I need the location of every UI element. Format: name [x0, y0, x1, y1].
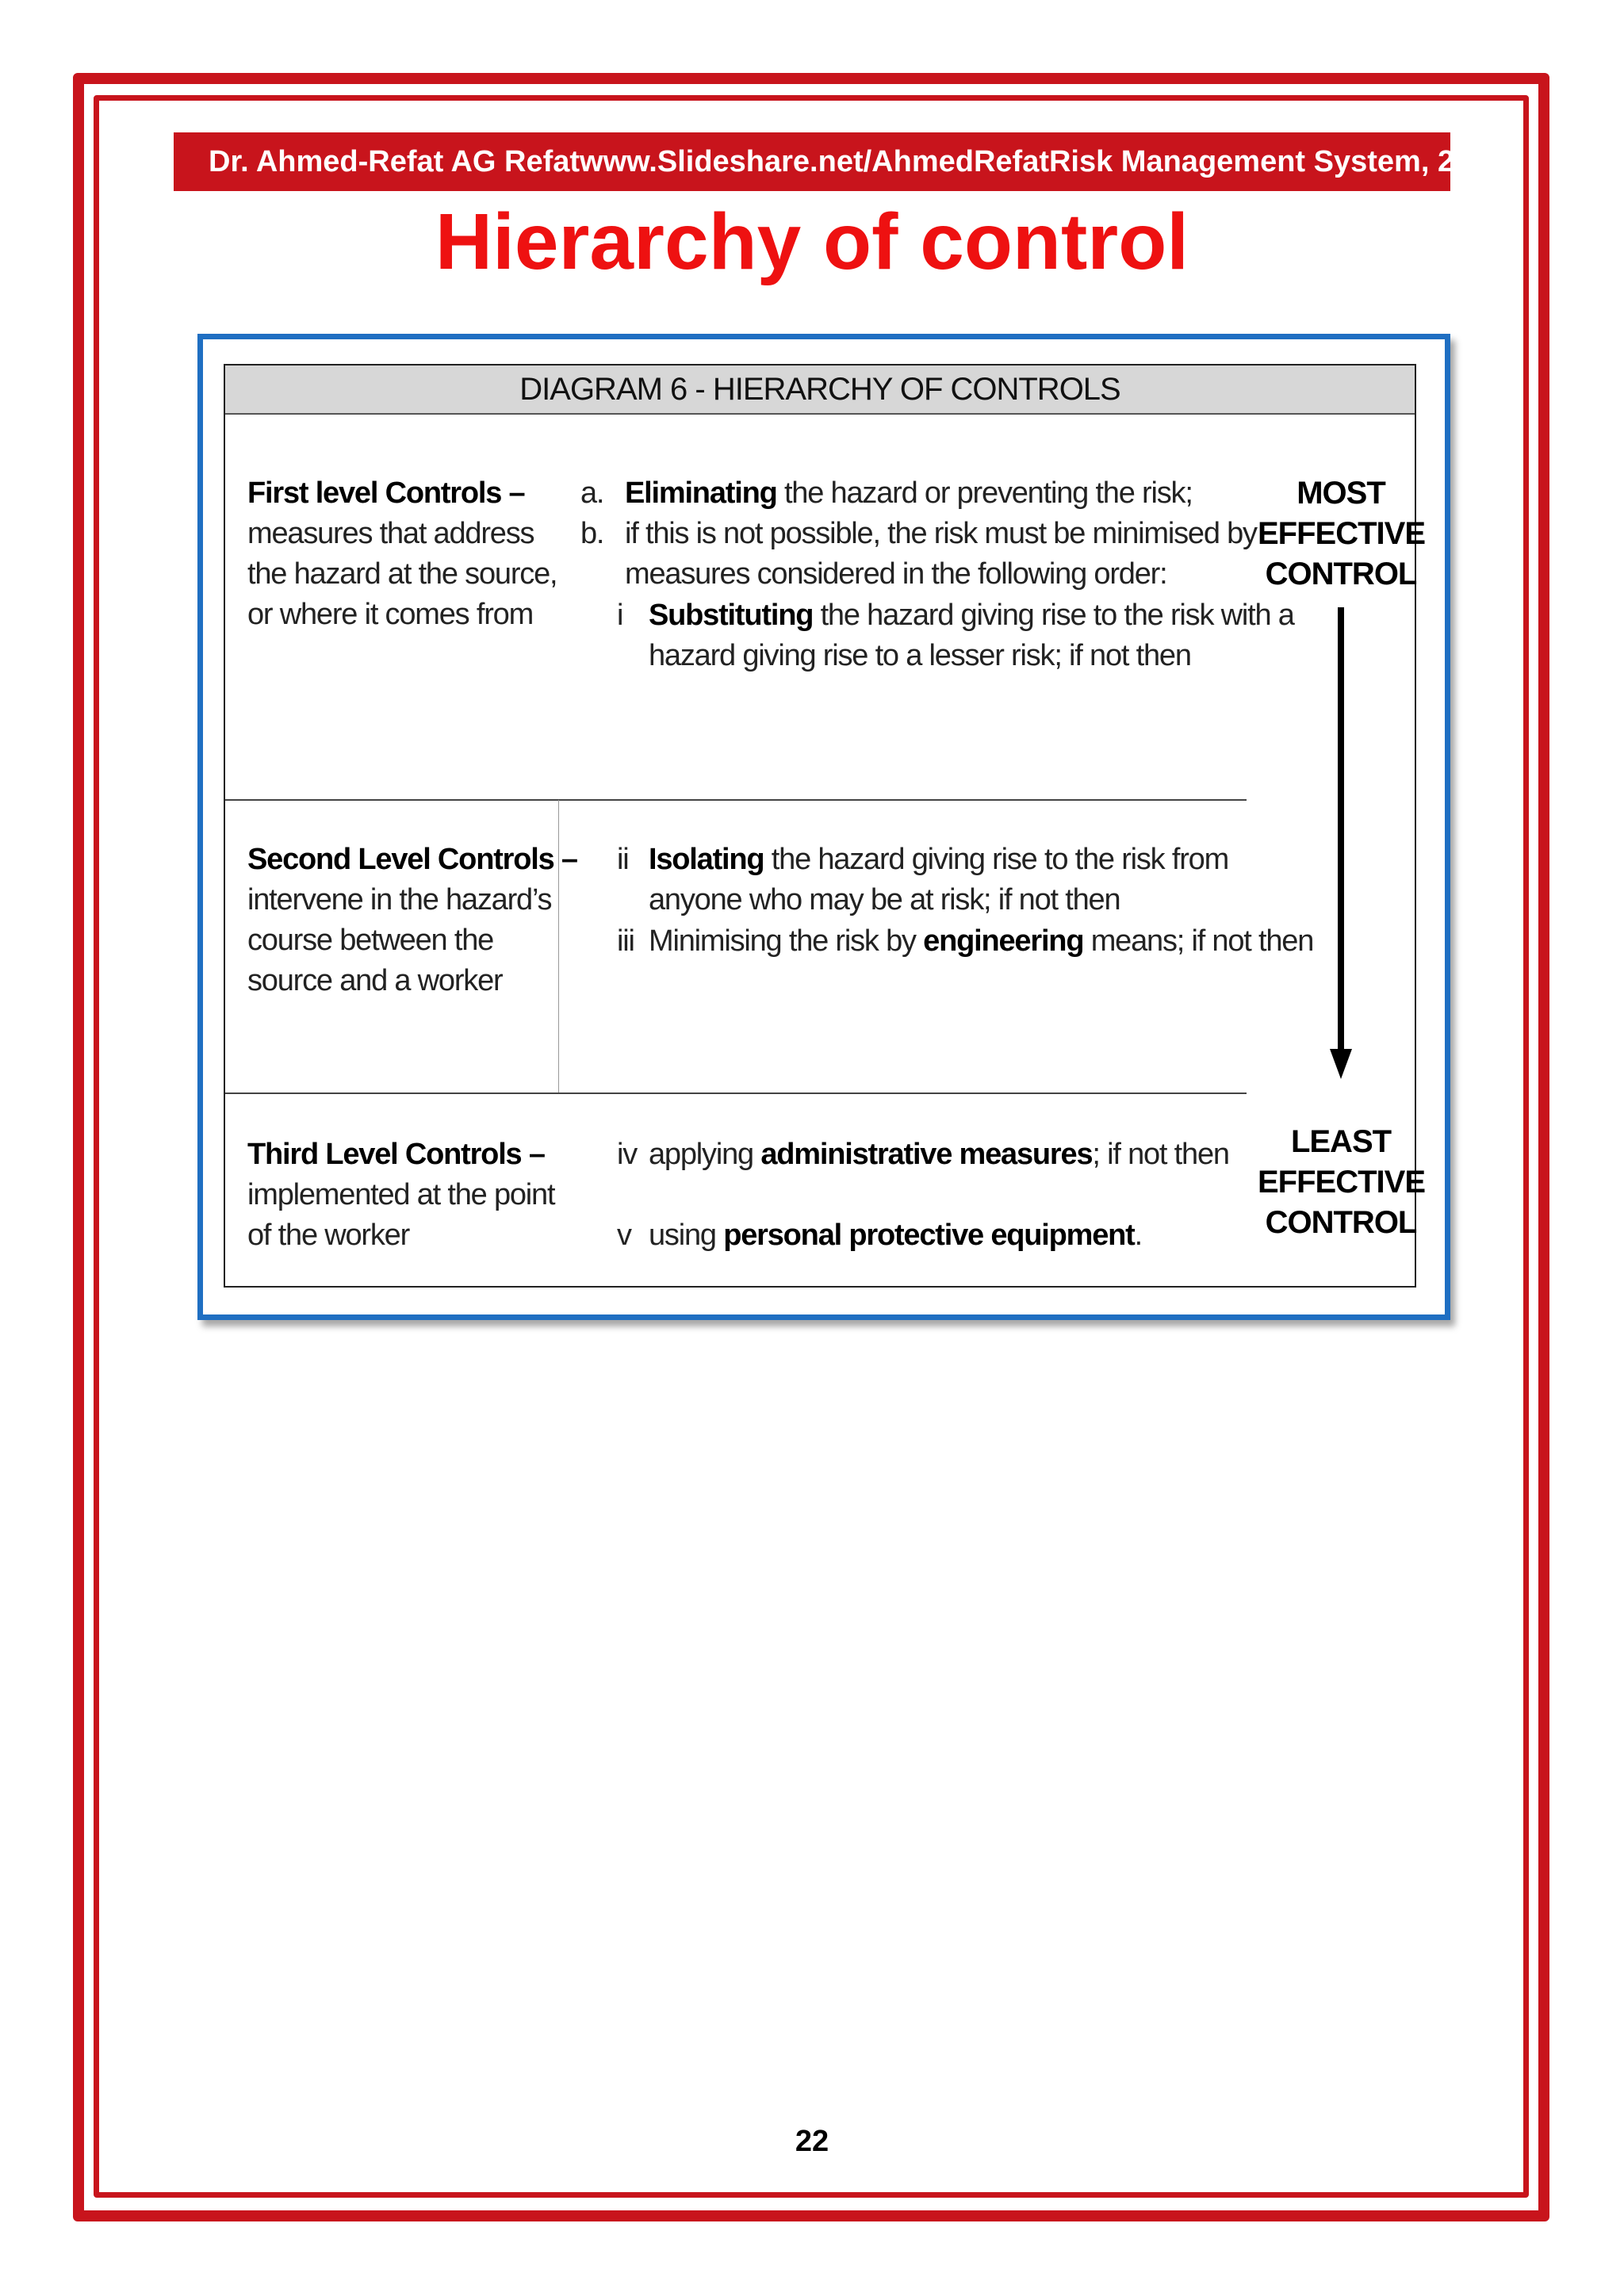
page-number: 22 — [795, 2125, 829, 2158]
least-effective-label: LEAST EFFECTIVE CONTROL — [1258, 1124, 1426, 1240]
header-author: Dr. Ahmed-Refat AG Refat — [209, 144, 580, 178]
measure-ii: ii Isolating the hazard giving rise to the risk from anyone who may be at risk; if not then — [617, 843, 1229, 916]
measure-iv: iv applying administrative measures; if not then — [617, 1138, 1229, 1171]
row-divider-2 — [225, 1093, 1247, 1094]
most-effective-label: MOST EFFECTIVE CONTROL — [1258, 476, 1426, 591]
row-divider-1 — [225, 799, 1247, 801]
measure-v: v using personal protective equipment. — [617, 1219, 1142, 1252]
level-2-label: Second Level Controls – intervene in the hazard’s course between the source and a worker — [247, 843, 577, 997]
level-1-label: First level Controls – measures that address the hazard at the source, or where it comes from — [247, 476, 557, 631]
measure-iii: iii Minimising the risk by engineering means; if not then — [617, 924, 1314, 958]
measure-b: b. if this is not possible, the risk must be minimised by measures considered in the following order: — [580, 517, 1257, 591]
level-3-label: Third Level Controls – implemented at the point of the worker — [247, 1138, 555, 1252]
effectiveness-arrow-shaft — [1338, 607, 1344, 1051]
hierarchy-diagram — [224, 364, 1426, 1288]
header-url: www.Slideshare.net/AhmedRefat — [580, 144, 1049, 178]
measure-i: i Substituting the hazard giving rise to the risk with a hazard giving rise to a lesser risk; if not then — [617, 599, 1294, 672]
diagram-heading: DIAGRAM 6 - HIERARCHY OF CONTROLS — [225, 365, 1415, 415]
header-subject: Risk Management System, 2012 — [1048, 144, 1505, 178]
measure-a: a. Eliminating the hazard or preventing the risk; — [580, 476, 1193, 510]
page-title: Hierarchy of control — [435, 197, 1189, 286]
header-bar — [174, 132, 1505, 191]
arrow-down-icon — [1330, 1049, 1352, 1079]
